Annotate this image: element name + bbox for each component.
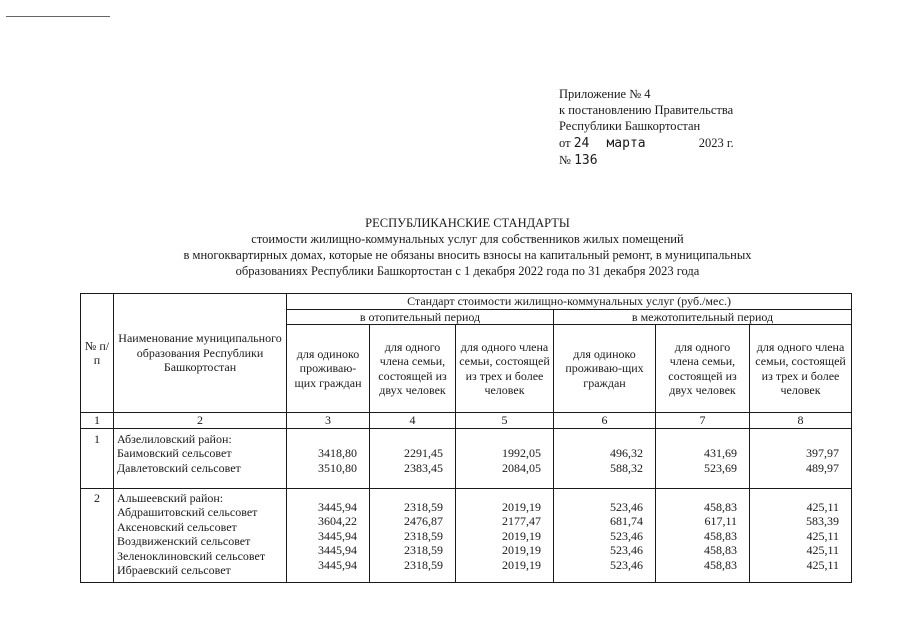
header-interheating-single: для одиноко проживаю-щих граждан <box>554 325 656 413</box>
value: 523,46 <box>610 499 643 514</box>
values-heating-single <box>287 428 370 488</box>
values-heating-two <box>370 428 456 488</box>
settlement-name: Давлетовский сельсовет <box>117 460 241 475</box>
settlement-name: Зеленоклиновский сельсовет <box>117 548 266 563</box>
standards-table <box>80 293 852 583</box>
value: 3445,94 <box>318 528 357 543</box>
value: 523,46 <box>610 543 643 557</box>
value: 681,74 <box>610 514 643 528</box>
date-day: 24 <box>573 135 590 151</box>
column-number: 5 <box>456 413 554 429</box>
header-standard: Стандарт стоимости жилищно-коммунальных услуг (руб./мес.) <box>287 294 852 310</box>
appendix-line-2: к постановлению Правительства <box>559 103 734 118</box>
value: 2084,05 <box>502 460 541 475</box>
value: 3445,94 <box>318 557 357 572</box>
header-interheating-period: в межотопительный период <box>554 309 852 325</box>
value: 458,83 <box>704 557 737 572</box>
values-heating-three <box>456 488 554 582</box>
column-number: 6 <box>554 413 656 429</box>
header-heating-period: в отопительный период <box>287 309 554 325</box>
settlement-name: Абдрашитовский сельсовет <box>117 505 258 519</box>
value: 425,11 <box>806 543 840 557</box>
value: 425,11 <box>806 528 840 543</box>
values-heating-single <box>287 488 370 582</box>
value: 425,11 <box>806 499 840 514</box>
title-sub-1: стоимости жилищно-коммунальных услуг для собственников жилых помещений <box>251 232 684 246</box>
value: 523,46 <box>610 557 643 572</box>
value: 617,11 <box>704 514 737 528</box>
value: 3445,94 <box>318 543 357 557</box>
group-number: 2 <box>81 488 114 582</box>
title-sub-3: образованиях Республики Башкортостан с 1 декабря 2022 года по 31 декабря 2023 года <box>235 264 700 278</box>
value: 2291,45 <box>404 446 443 460</box>
value: 2019,19 <box>502 499 541 514</box>
value: 458,83 <box>704 499 737 514</box>
value: 397,97 <box>806 446 840 460</box>
column-number-row <box>81 413 852 429</box>
values-interheating-single <box>554 488 656 582</box>
value: 2019,19 <box>502 543 541 557</box>
values-interheating-two <box>656 428 750 488</box>
value: 2019,19 <box>502 557 541 572</box>
district-name: Альшеевский район: <box>117 490 224 505</box>
values-interheating-three <box>750 428 852 488</box>
value: 431,69 <box>704 446 737 460</box>
value: 588,32 <box>610 460 643 475</box>
number-prefix: № <box>559 152 571 167</box>
header-interheating-two: для одного члена семьи, состоящей из двух человек <box>656 325 750 413</box>
header-heating-single: для одиноко проживаю-щих граждан <box>287 325 370 413</box>
appendix-line-3: Республики Башкортостан <box>559 119 701 134</box>
value: 2177,47 <box>502 514 541 528</box>
values-heating-three <box>456 428 554 488</box>
value: 2019,19 <box>502 528 541 543</box>
column-number: 2 <box>114 413 287 429</box>
header-heating-two: для одного члена семьи, состоящей из двух человек <box>370 325 456 413</box>
document-number: 136 <box>574 152 598 168</box>
value: 425,11 <box>806 557 840 572</box>
appendix-date-line <box>559 135 734 152</box>
value: 3510,80 <box>318 460 357 475</box>
header-heating-three: для одного члена семьи, состоящей из трех и более человек <box>456 325 554 413</box>
value: 2383,45 <box>404 460 443 475</box>
settlement-name: Ибраевский сельсовет <box>117 563 231 577</box>
header-municipality: Наименование муниципального образования Республики Башкортостан <box>114 294 287 413</box>
title-main: РЕСПУБЛИКАНСКИЕ СТАНДАРТЫ <box>365 216 570 230</box>
header-number: № п/п <box>81 294 114 413</box>
group-names-cell <box>114 428 287 488</box>
date-prefix: от <box>559 135 571 150</box>
values-interheating-two <box>656 488 750 582</box>
value: 489,97 <box>806 460 840 475</box>
appendix-block <box>559 86 734 169</box>
value: 523,69 <box>704 460 737 475</box>
scan-line-decoration <box>6 16 110 17</box>
value: 3604,22 <box>318 514 357 528</box>
values-heating-two <box>370 488 456 582</box>
appendix-number-line <box>559 152 734 169</box>
value: 496,32 <box>610 446 643 460</box>
column-number: 7 <box>656 413 750 429</box>
column-number: 4 <box>370 413 456 429</box>
value: 458,83 <box>704 528 737 543</box>
district-name: Абзелиловский район: <box>117 431 232 446</box>
date-month: марта <box>606 135 646 151</box>
value: 1992,05 <box>502 446 541 460</box>
value: 3418,80 <box>318 446 357 460</box>
column-number: 3 <box>287 413 370 429</box>
value: 523,46 <box>610 528 643 543</box>
document-title <box>150 215 785 279</box>
header-interheating-three: для одного члена семьи, состоящей из трех и более человек <box>750 325 852 413</box>
value: 458,83 <box>704 543 737 557</box>
group-number: 1 <box>81 428 114 488</box>
settlement-name: Баимовский сельсовет <box>117 446 232 460</box>
value: 583,39 <box>806 514 840 528</box>
value: 2476,87 <box>404 514 443 528</box>
value: 2318,59 <box>404 543 443 557</box>
value: 2318,59 <box>404 528 443 543</box>
appendix-line-1: Приложение № 4 <box>559 87 651 101</box>
value: 2318,59 <box>404 499 443 514</box>
table-row-group-1 <box>81 428 852 488</box>
date-year: 2023 г. <box>698 135 734 150</box>
value: 3445,94 <box>318 499 357 514</box>
settlement-name: Аксеновский сельсовет <box>117 519 237 534</box>
values-interheating-single <box>554 428 656 488</box>
settlement-name: Воздвиженский сельсовет <box>117 534 251 548</box>
table-row-group-2 <box>81 488 852 582</box>
group-names-cell <box>114 488 287 582</box>
values-interheating-three <box>750 488 852 582</box>
column-number: 1 <box>81 413 114 429</box>
value: 2318,59 <box>404 557 443 572</box>
title-sub-2: в многоквартирных домах, которые не обязаны вносить взносы на капитальный ремонт, в муниципальных <box>183 248 752 262</box>
column-number: 8 <box>750 413 852 429</box>
